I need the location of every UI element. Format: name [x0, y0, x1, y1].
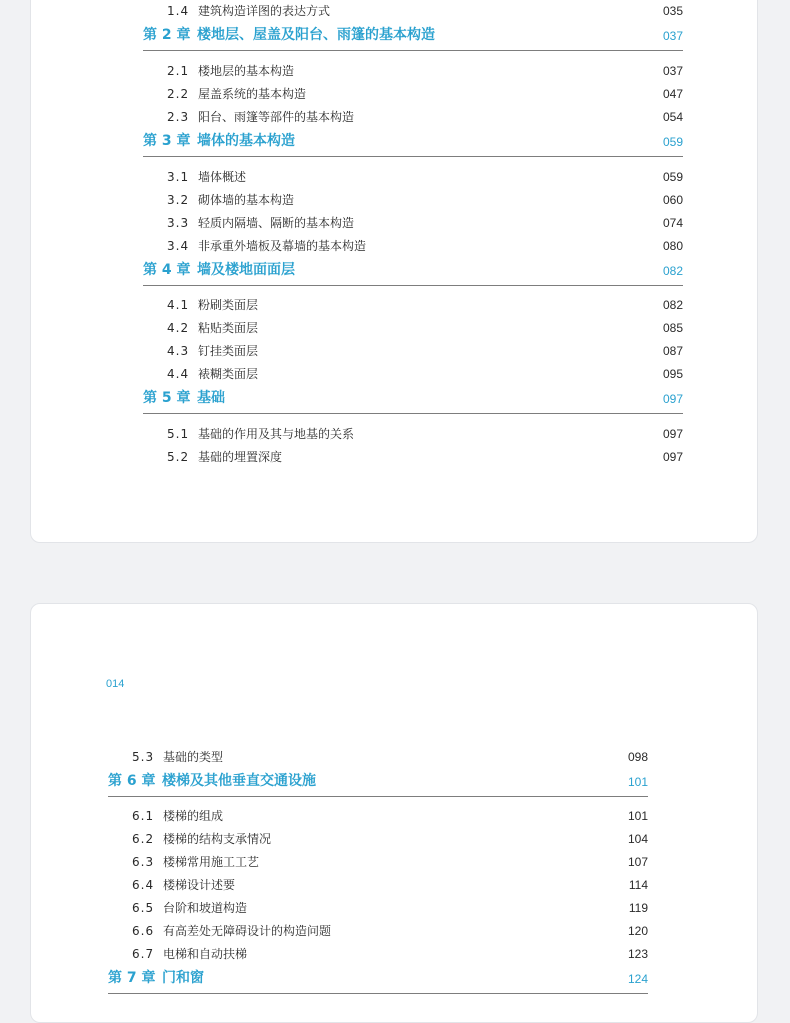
chapter-title: 基础: [197, 390, 225, 406]
chapter-label: 第 5 章: [143, 390, 191, 406]
entry-title: 楼梯的结构支承情况: [163, 832, 272, 846]
entry-title: 阳台、雨篷等部件的基本构造: [198, 110, 355, 124]
entry-number: 4.1: [167, 298, 190, 312]
toc-entry[interactable]: [108, 806, 648, 826]
entry-page: 080: [662, 239, 683, 253]
entry-page: 097: [662, 427, 683, 441]
entry-page: 085: [662, 321, 683, 335]
chapter-page: 059: [662, 135, 683, 149]
entry-page: 060: [662, 193, 683, 207]
toc-entry[interactable]: [143, 107, 683, 127]
entry-page: 114: [628, 878, 648, 892]
entry-number: 3.1: [167, 170, 190, 184]
entry-title: 裱糊类面层: [198, 367, 259, 381]
toc-entry-5-3[interactable]: [108, 747, 648, 767]
entry-page: 104: [627, 832, 648, 846]
entry-title: 楼地层的基本构造: [198, 64, 295, 78]
entry-title: 基础的作用及其与地基的关系: [198, 427, 355, 441]
entry-number: 2.2: [167, 87, 190, 101]
toc-entry[interactable]: [143, 424, 683, 444]
chapter-label: 第 2 章: [143, 27, 191, 43]
entry-title: 轻质内隔墙、隔断的基本构造: [198, 216, 355, 230]
toc-entry[interactable]: [108, 829, 648, 849]
chapter-title: 墙体的基本构造: [197, 133, 295, 149]
chapter-label: 第 3 章: [143, 133, 191, 149]
entry-title: 有高差处无障碍设计的构造问题: [163, 924, 332, 938]
entry-number: 5.2: [167, 450, 190, 464]
toc-entry[interactable]: [143, 213, 683, 233]
toc-entry[interactable]: [108, 944, 648, 964]
entry-number: 4.4: [167, 367, 190, 381]
toc-entry[interactable]: [143, 295, 683, 315]
entry-page: 097: [662, 450, 683, 464]
chapter-title: 墙及楼地面面层: [197, 262, 295, 278]
entry-number: 6.4: [132, 878, 155, 892]
entry-number: 6.7: [132, 947, 155, 961]
entry-number: 6.6: [132, 924, 155, 938]
page-number: 014: [106, 678, 125, 690]
toc-entry[interactable]: [143, 341, 683, 361]
entry-title: 电梯和自动扶梯: [163, 947, 248, 961]
toc-entry[interactable]: [108, 921, 648, 941]
entry-page: 095: [662, 367, 683, 381]
toc-entry[interactable]: [143, 167, 683, 187]
chapter-3-heading[interactable]: [143, 130, 683, 157]
entry-number: 5.3: [132, 750, 155, 764]
entry-page: 047: [662, 87, 683, 101]
chapter-page: 082: [662, 264, 683, 278]
entry-title: 粘贴类面层: [198, 321, 259, 335]
entry-title: 墙体概述: [198, 170, 247, 184]
chapter-page: 101: [627, 775, 648, 789]
entry-title: 建筑构造详图的表达方式: [198, 4, 331, 18]
entry-title: 屋盖系统的基本构造: [198, 87, 307, 101]
chapter-page: 037: [662, 29, 683, 43]
chapter-label: 第 4 章: [143, 262, 191, 278]
chapter-6-heading[interactable]: [108, 770, 648, 797]
entry-title: 楼梯设计述要: [163, 878, 236, 892]
entry-number: 3.3: [167, 216, 190, 230]
entry-page: 120: [627, 924, 648, 938]
toc-entry[interactable]: [143, 190, 683, 210]
entry-title: 粉刷类面层: [198, 298, 259, 312]
toc-page-upper: [30, 0, 758, 543]
chapter-7-heading[interactable]: [108, 967, 648, 994]
chapter-title: 楼地层、屋盖及阳台、雨篷的基本构造: [197, 27, 435, 43]
entry-page: 101: [627, 809, 648, 823]
entry-page: 074: [662, 216, 683, 230]
entry-number: 4.3: [167, 344, 190, 358]
entry-title: 砌体墙的基本构造: [198, 193, 295, 207]
entry-page: 037: [662, 64, 683, 78]
entry-title: 基础的类型: [163, 750, 224, 764]
chapter-title: 楼梯及其他垂直交通设施: [162, 773, 316, 789]
chapter-2-heading[interactable]: [143, 24, 683, 51]
entry-page: 087: [662, 344, 683, 358]
entry-page: 123: [627, 947, 648, 961]
chapter-page: 097: [662, 392, 683, 406]
entry-page: 059: [662, 170, 683, 184]
entry-page: 035: [662, 4, 683, 18]
chapter-page: 124: [627, 972, 648, 986]
entry-title: 台阶和坡道构造: [163, 901, 248, 915]
toc-entry[interactable]: [143, 236, 683, 256]
entry-page: 054: [662, 110, 683, 124]
entry-number: 3.4: [167, 239, 190, 253]
entry-number: 6.1: [132, 809, 155, 823]
toc-entry[interactable]: [108, 898, 648, 918]
chapter-label: 第 6 章: [108, 773, 156, 789]
entry-page: 119: [628, 901, 648, 915]
entry-number: 2.1: [167, 64, 190, 78]
toc-entry[interactable]: [143, 318, 683, 338]
entry-page: 098: [627, 750, 648, 764]
toc-entry[interactable]: [143, 364, 683, 384]
entry-title: 钉挂类面层: [198, 344, 259, 358]
chapter-4-heading[interactable]: [143, 259, 683, 286]
entry-page: 082: [662, 298, 683, 312]
chapter-5-heading[interactable]: [143, 387, 683, 414]
toc-entry[interactable]: [108, 852, 648, 872]
entry-title: 非承重外墙板及幕墙的基本构造: [198, 239, 367, 253]
entry-number: 4.2: [167, 321, 190, 335]
entry-number: 1.4: [167, 4, 190, 18]
entry-title: 基础的埋置深度: [198, 450, 283, 464]
toc-page-lower: [30, 603, 758, 1023]
entry-title: 楼梯的组成: [163, 809, 224, 823]
entry-number: 6.3: [132, 855, 155, 869]
entry-number: 3.2: [167, 193, 190, 207]
toc-entry[interactable]: [143, 447, 683, 467]
entry-number: 5.1: [167, 427, 190, 441]
entry-page: 107: [627, 855, 648, 869]
toc-entry[interactable]: [143, 61, 683, 81]
entry-number: 6.5: [132, 901, 155, 915]
chapter-label: 第 7 章: [108, 970, 156, 986]
entry-number: 6.2: [132, 832, 155, 846]
toc-entry[interactable]: [108, 875, 648, 895]
entry-number: 2.3: [167, 110, 190, 124]
toc-entry-1-4[interactable]: [143, 1, 683, 21]
toc-entry[interactable]: [143, 84, 683, 104]
chapter-title: 门和窗: [162, 970, 204, 986]
entry-title: 楼梯常用施工工艺: [163, 855, 260, 869]
